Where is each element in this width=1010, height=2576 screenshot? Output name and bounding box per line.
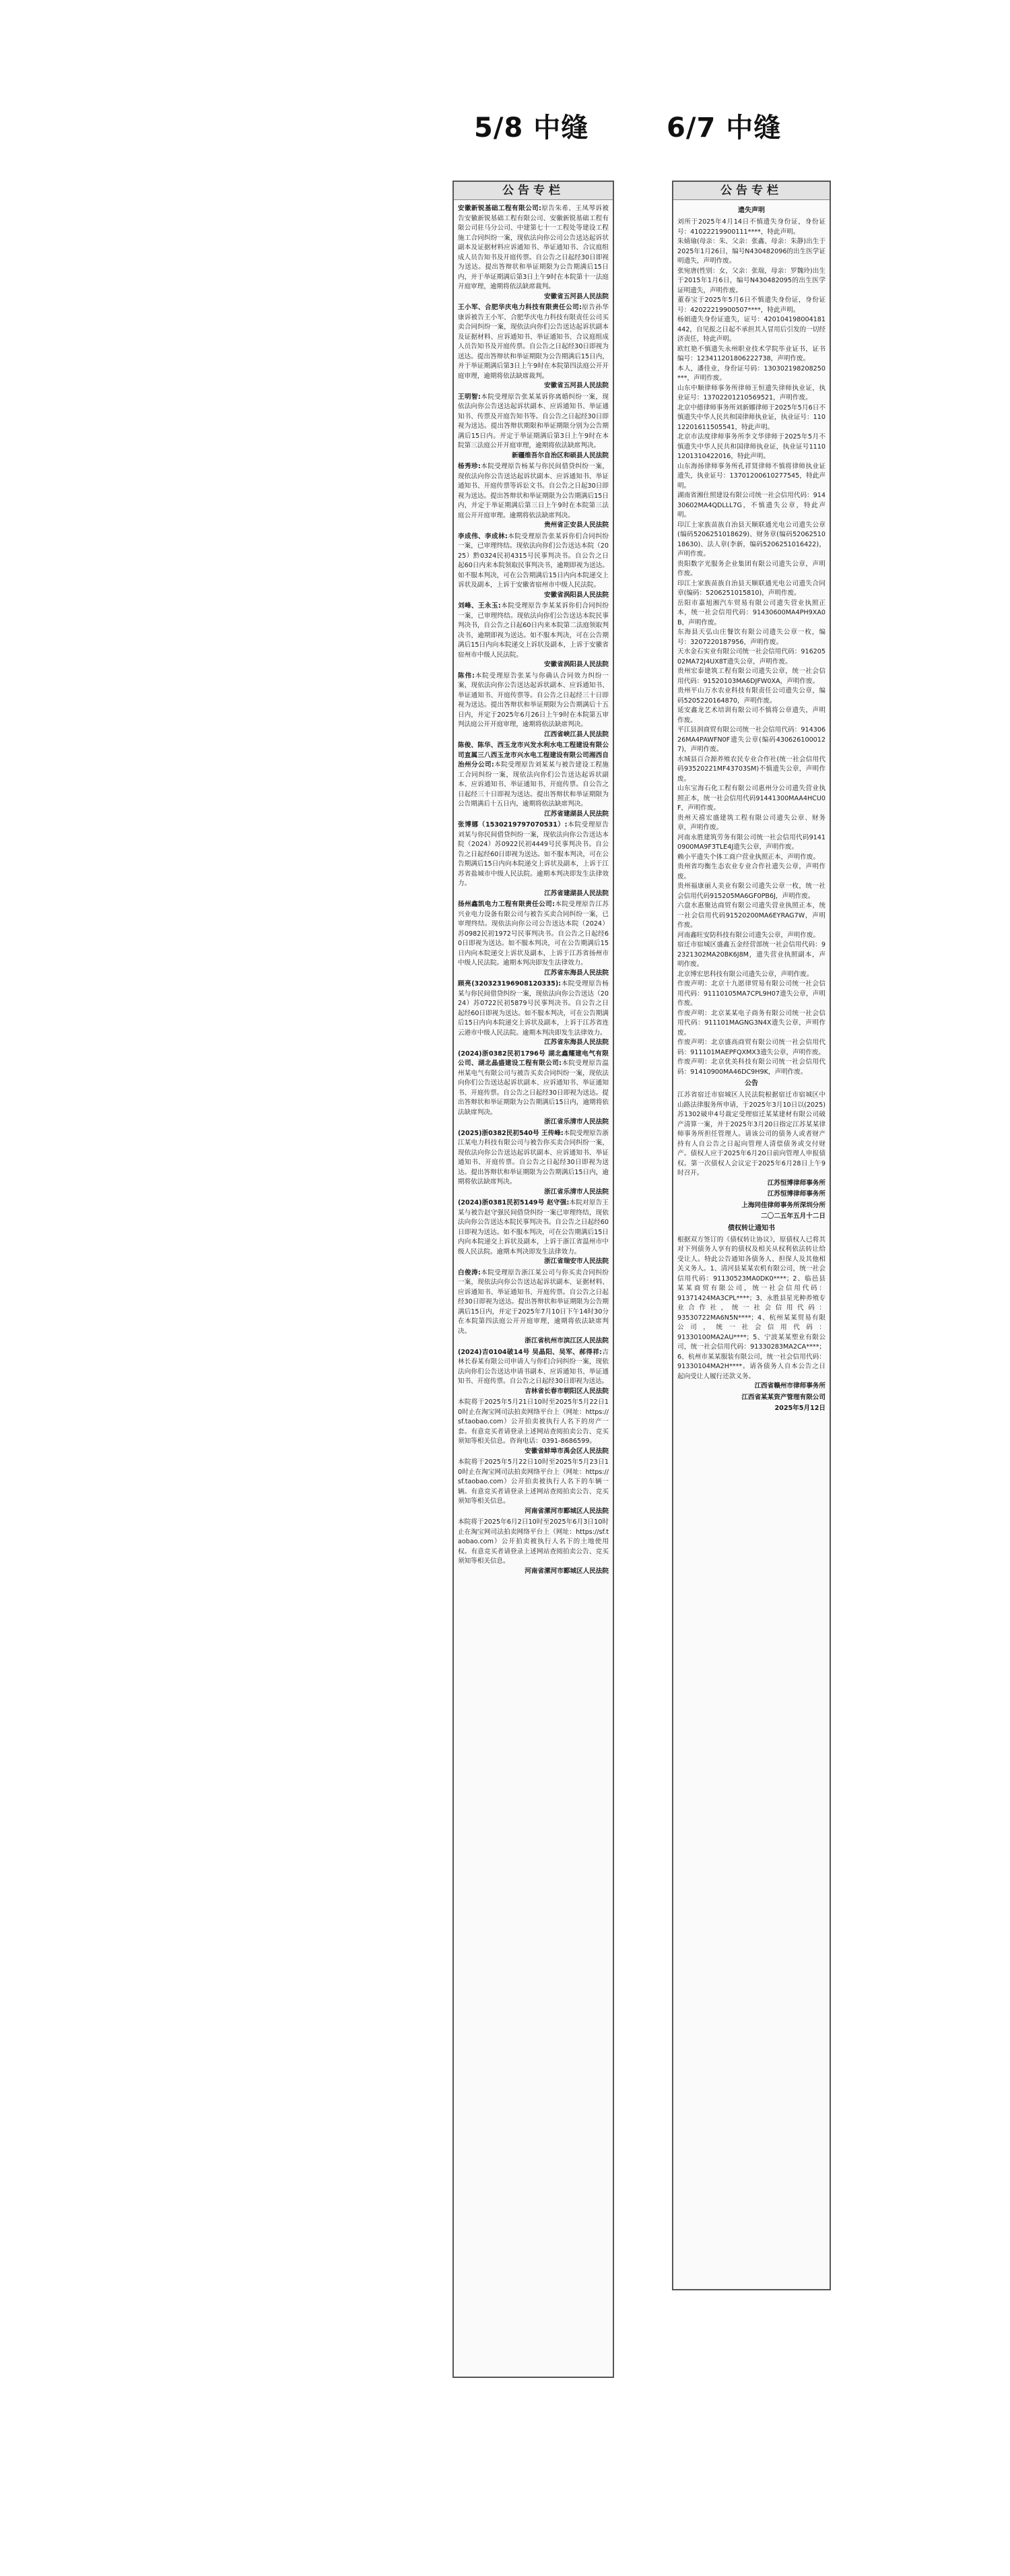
notice-addressee: 扬州鑫凯电力工程有限责任公司: (458, 901, 555, 908)
notice-body: 本院受理原告刘某某与被告建设工程施工合同纠纷一案，现依法向你们公告送达起诉状副本、应诉通知书、举证通知书、开庭传票。自公告之日起经三十日即视为送达。提出答辩状和举证期限为公告期满后十五日内，逾期将依法缺席判决。 (458, 761, 609, 808)
lost-notice-item: 贵州省均衡生态农业专业合作社遗失公章，声明作废。 (677, 863, 826, 880)
court-notice (458, 1268, 609, 1337)
announcement-date: 二〇二五年五月十二日 (761, 1213, 826, 1220)
announcement-signature: 江苏恒博律师事务所 (767, 1190, 826, 1198)
court-notice (458, 1198, 609, 1257)
notice-signature: 吉林省长春市朝阳区人民法院 (525, 1387, 609, 1395)
notice-body: 本院受理原告江苏兴业电力设备有限公司与被告买卖合同纠纷一案，已审理终结。现依法向你公司公告送达本院（2024）苏0982民初1972号民事判决书。自公告之日起经60日即视为送达。如不服本判决，可在公告期满后15日内向本院递交上诉状及副本，上诉于江苏省扬州市中级人民法院。逾期本判决即发生法律效力。 (458, 901, 609, 967)
court-notice (458, 820, 609, 889)
lost-notice-item: 张宛唐(性别：女，父亲：张瑞，母亲：罗魏玲)出生于2015年1月6日，编号N430482095的出生医学证明遗失，声明作废。 (677, 267, 826, 294)
lost-notice-item: 董春宝于2025年5月6日不慎遗失身份证，身份证号：42022219900507****，特此声明。 (677, 296, 826, 314)
notice-body: 本院受理原告浙江某公司与你买卖合同纠纷一案，现依法向你公告送达起诉状副本、证据材料、应诉通知书、举证通知书、开庭传票。自公告之日起经30日即视为送达。提出答辩状和举证期限为公告期满后15日内，并定于2025年7月10日下午14时30分在本院第四法庭公开开庭审理，逾期将依法缺席判决。 (458, 1268, 609, 1335)
lost-notice-item: 朱婧瑜(母亲：朱、父亲：张鑫、母亲：朱静)出生于2025年1月26日，编号N430482096的出生医学证明遗失，声明作废。 (677, 238, 826, 265)
court-notice (458, 602, 609, 660)
notice-body: 吉林长春某有限公司申请人与你们合同纠纷一案，现依法向你们公告送达申请书副本、应诉通知书、举证通知书、开庭传票。自公告之日起经30日即视为送达。 (458, 1348, 609, 1385)
notice-addressee: 陈俊、陈华、西玉龙市兴发水利水电工程建设有限公司直属三八西玉龙市兴水电工程建设有限公司湘西自治州分公司: (458, 742, 609, 769)
lost-notice-item: 贵州天禧宏盛建筑工程有限公司遗失公章、财务章，声明作废。 (677, 814, 826, 831)
notice-signature: 浙江省杭州市滨江区人民法院 (525, 1337, 609, 1345)
notice-body: 本院受理原告李某某诉你们合同纠纷一案，已审理终结。现依法向你们公告送达本院民事判决书，自公告之日起60日内来本院第二法庭领取判决书，逾期即视为送达。如不服本判决，可在公告期满后15日内向本院递交上诉状及副本，上诉于安徽省宿州市中级人民法院。 (458, 602, 609, 659)
court-notice (458, 1050, 609, 1118)
lost-notice-item: 天水金石实业有限公司统一社会信用代码：91620502MA72J4UX8T遗失公章，声明作废。 (677, 648, 826, 666)
lost-notice-item: 贵州宏泰建筑工程有限公司遗失公章，统一社会信用代码：91520103MA6DJFW0XA，声明作废。 (677, 668, 826, 685)
notice-signature: 河南省漯河市郾城区人民法院 (525, 1507, 609, 1515)
court-notice (458, 393, 609, 451)
notice-addressee: (2025)浙0382民初540号 王传峰: (458, 1129, 564, 1137)
column-banner: 公告专栏 (454, 182, 613, 200)
notice-signature: 浙江省瑞安市人民法院 (544, 1258, 609, 1265)
lost-notice-item: 印江土家族苗族自治县天顺联通光电公司遗失公章(编码5206251018629)、财务章(编码5206251018630)、法人章(李新，编码5206251016422)，声明作废。 (677, 521, 826, 558)
lost-notice-item: 北京中德律师事务所刘新娜律师于2025年5月6日不慎遗失中华人民共和国律师执业证，执业证号：11012201611505541，特此声明。 (677, 404, 826, 431)
notice-addressee: 张博娜（1530219797070531）: (458, 821, 568, 829)
lost-notice-item: 山东中顺律师事务所律师王恒遗失律师执业证，执业证号：13702201210569521，声明作废。 (677, 384, 826, 401)
notice-signature: 浙江省乐清市人民法院 (544, 1188, 609, 1196)
notice-addressee: 刘峰、王永玉: (458, 602, 501, 610)
lost-notice-item: 欧红艳不慎遗失永州职业技术学院毕业证书，证书编号：123411201806222738，声明作废。 (677, 345, 826, 362)
court-notice (458, 1518, 609, 1567)
transfer-signature: 江西省赣州市律师事务所 (754, 1382, 826, 1390)
page-heading-left: 5/8 中缝 (474, 112, 589, 143)
lost-notice-item: 作废声明：北京盛高商贸有限公司统一社会信用代码：911101MAEPFQXMX3遗失公章，声明作废。 (677, 1039, 826, 1056)
lost-notice-item: 作废声明：北京十九愿律贸易有限公司统一社会信用代码：91110105MA7CPL9H07遗失公章，声明作废。 (677, 980, 826, 1007)
notice-body: 本院将于2025年5月21日10时至2025年5月22日10时止在淘宝网司法拍卖网络平台上（网址：https://sf.taobao.com）公开拍卖被执行人名下的房产一套。有意竞买者请登录上述网站查阅拍卖公告、竞买须知等相关信息。咨询电话：0391-8686599。 (458, 1398, 609, 1445)
notice-signature: 江苏省东海县人民法院 (544, 1039, 609, 1046)
notice-addressee: 安徽新锐基础工程有限公司: (458, 205, 541, 212)
notice-signature: 江西省峡江县人民法院 (544, 730, 609, 738)
notice-body: 本院受理原告杨某与你民间借贷纠纷一案，现依法向你公告送达（2024）苏0722民初5879号民事判决书。自公告之日起经60日即视为送达。如不服本判决，可在公告期满后15日内向本院递交上诉状及副本，上诉于江苏省连云港市中级人民法院。逾期本判决即发生法律效力。 (458, 980, 609, 1037)
lost-notice-item: 六盘水惠聚达商贸有限公司遗失营业执照正本，统一社会信用代码91520200MA6EYRAG7W，声明作废。 (677, 902, 826, 929)
notice-column-left (452, 181, 614, 2378)
transfer-signature: 江西省某某资产管理有限公司 (741, 1393, 826, 1401)
notice-body: 本院将于2025年6月2日10时至2025年6月3日10时止在淘宝网司法拍卖网络平台上（网址：https://sf.taobao.com）公开拍卖被执行人名下的土地使用权。有意竞买者请登录上述网站查阅拍卖公告、竞买须知等相关信息。 (458, 1518, 609, 1565)
page-heading-right: 6/7 中缝 (667, 112, 782, 143)
notice-body: 本院将于2025年5月22日10时至2025年5月23日10时止在淘宝网司法拍卖网络平台上（网址：https://sf.taobao.com）公开拍卖被执行人名下的车辆一辆。有意竞买者请登录上述网站查阅拍卖公告、竞买须知等相关信息。 (458, 1458, 609, 1505)
announcement-signature: 上海同佳律师事务所深圳分所 (741, 1201, 826, 1209)
court-notice (458, 900, 609, 969)
lost-notice-item: 河南鑫旺安防科技有限公司遗失公章，声明作废。 (677, 931, 820, 939)
section-title-lost: 遗失声明 (738, 207, 765, 214)
notice-signature: 江苏省东海县人民法院 (544, 969, 609, 977)
notice-body: 本院受理原告张某与你确认合同效力纠纷一案，现依法向你公告送达起诉状副本、应诉通知书、举证通知书、开庭传票等。自公告之日起经三十日即视为送达。提出答辩状和举证期限为公告期满后十五日内，并定于2025年6月26日上午9时在本院第五审判法庭公开开庭审理，逾期将依法缺席判决。 (458, 672, 609, 728)
lost-notice-item: 东海县天弘山庄餐饮有限公司遗失公章一枚，编号：3207220187956，声明作废。 (677, 629, 826, 646)
notice-body: 本院受理原告温州某电气有限公司与被告买卖合同纠纷一案，现依法向你们公告送达起诉状副本、应诉通知书、举证通知书、开庭传票。自公告之日起经30日即视为送达。提出答辩状和举证期限为公告期满后15日内，逾期将依法缺席判决。 (458, 1060, 609, 1116)
section-title-transfer: 债权转让通知书 (728, 1224, 775, 1232)
court-notice (458, 204, 609, 292)
column-banner: 公告专栏 (673, 182, 830, 200)
notice-addressee: 李成伟、李成林: (458, 532, 508, 540)
court-notice (458, 1348, 609, 1387)
court-notice (458, 741, 609, 810)
notice-body: 原告朱希、王凤琴诉被告安徽新锐基础工程有限公司、安徽新锐基础工程有限公司驻马分公司、中建第七十一工程处等建设工程施工合同纠纷一案，现依法向你公司公告送达起诉状副本及证据材料应诉通知书、举证通知书、合议庭组成人员告知书及开庭传票。自公告之日起经30日即视为送达。提出答辩状和举证期限为公告期满后15日内，并于举证期满后第3日上午9时在本院第十一法庭开庭审理，逾期将依法缺席裁判。 (458, 205, 609, 290)
court-notice (458, 532, 609, 591)
lost-notice-list (677, 218, 826, 1077)
notice-signature: 河南省漯河市郾城区人民法院 (525, 1567, 609, 1575)
lost-notice-item: 山东海扬律师事务所孔祥贤律师不慎将律师执业证遗失，执业证号：13701200610277545，特此声明。 (677, 462, 826, 490)
lost-notice-item: 印江土家族苗族自治县天顺联通光电公司遗失合同章(编码：5206251015810)，声明作废。 (677, 579, 826, 597)
transfer-date: 2025年5月12日 (774, 1405, 826, 1412)
notice-addressee: 王小军、合肥华庆电力科技有限责任公司: (458, 304, 582, 311)
lost-notice-item: 本人，潘佳业，身份证号码：130302198208250***，声明作废。 (677, 364, 826, 382)
court-notice (458, 1129, 609, 1188)
notice-signature: 安徽省五河县人民法院 (544, 382, 609, 389)
lost-notice-item: 山东宝海石化工程有限公司惠州分公司遗失营业执照正本，统一社会信用代码91441300MAA4HCU0F，声明作废。 (677, 785, 826, 812)
lost-notice-item: 延安鑫龙艺术培训有限公司不慎将公章遗失，声明作废。 (677, 707, 826, 724)
notice-addressee: 陈伟: (458, 672, 475, 680)
notice-body: 本院受理原告张某某诉你离婚纠纷一案，现依法向你公告送达起诉状副本、应诉通知书、举证通知书、传票及开庭告知书等。自公告之日起经30日即视为送达。提出答辩状期限和举证期限分别为公告期满后15日内。并定于举证期满后第3日上午9时在本院第三法庭公开开庭审理，逾期将依法缺席判决。 (458, 393, 609, 449)
court-notice (458, 1458, 609, 1507)
lost-notice-item: 北京博宏思科技有限公司遗失公章，声明作废。 (677, 970, 813, 978)
lost-notice-item: 贵州福康丽人美业有限公司遗失公章一枚，统一社会信用代码915205MA6GF0PB6J，声明作废。 (677, 882, 826, 900)
column-body (454, 200, 613, 1580)
notice-body: 本院对原告王某与被告赵守强民间借贷纠纷一案已审理终结，现依法向你公告送达本院民事判决书。自公告之日起经60日即视为送达。如不服本判决，可在公告期满后15日内向本院递交上诉状及副本，上诉于浙江省温州市中级人民法院。逾期本判决即发生法律效力。 (458, 1199, 609, 1256)
lost-notice-item: 杨娟遗失身份证遗失，证号：420104198004181442，自见报之日起不承担其人冒用后引发的一切经济责任，特此声明。 (677, 316, 826, 343)
notice-signature: 贵州省正安县人民法院 (544, 521, 609, 529)
notice-column-right (672, 181, 831, 2290)
lost-notice-item: 水城县百合源养殖农民专业合作社(统一社会信用代码93520221MF43703SM)不慎遗失公章，声明作废。 (677, 755, 826, 783)
lost-notice-item: 作废声明：北京某某电子商务有限公司统一社会信用代码：911101MAGNG3N4X遗失公章，声明作废。 (677, 1009, 826, 1037)
announcement-signature: 江苏恒博律师事务所 (767, 1179, 826, 1187)
notice-signature: 江苏省建湖县人民法院 (544, 810, 609, 818)
notice-body: 本院受理原告张某诉你们合同纠纷一案，已审理终结。现依法向你们公告送达本院（2025）黔0324民初4315号民事判决书。自公告之日起60日内来本院领取民事判决书，逾期即视为送达。如不服本判决，可在公告期满后15日内向本院递交上诉状及副本，上诉于安徽省宿州市中级人民法院。 (458, 532, 609, 589)
notice-addressee: 顾亮(320323196908120335): (458, 980, 562, 988)
notice-signature: 安徽省五河县人民法院 (544, 292, 609, 300)
column-body (673, 200, 830, 1418)
lost-notice-item: 平江县润商贸有限公司统一社会信用代码：91430626MA4PAWFN0F遗失公章(编码4306261000127)，声明作废。 (677, 726, 826, 753)
notice-signature: 江苏省建湖县人民法院 (544, 889, 609, 897)
section-title-announcement: 公告 (745, 1080, 758, 1087)
announcement-text: 江苏省宿迁市宿城区人民法院根据宿迁市宿城区中山路法律服务所申请，于2025年3月10日以(2025)苏1302破申4号裁定受理宿迁某某建材有限公司破产清算一案，并于2025年3月20日指定江苏某某律师事务所担任管理人。请该公司的债务人或者财产持有人自公告之日起向管理人清偿债务或交付财产。债权人应于2025年6月20日前向管理人申报债权。第一次债权人会议定于2025年6月28日上午9时召开。 (677, 1091, 826, 1177)
lost-notice-item: 北京市法度律师事务所李文华律师于2025年5月不慎遗失中华人民共和国律师执业证，执业证号11101201310422016，特此声明。 (677, 433, 826, 460)
notice-addressee: (2024)浙0381民初5149号 赵守强: (458, 1199, 570, 1206)
notice-signature: 安徽省蚌埠市禹会区人民法院 (525, 1447, 609, 1455)
lost-notice-item: 河南永胜建筑劳务有限公司统一社会信用代码91410900MA9F3TLE4J遗失公章，声明作废。 (677, 833, 826, 851)
court-notice (458, 462, 609, 521)
lost-notice-item: 宿迁市宿城区盛鑫五金经营部统一社会信用代码：92321302MA20BK6J8M，遗失营业执照副本，声明作废。 (677, 941, 826, 968)
court-notice (458, 672, 609, 730)
notice-signature: 安徽省涡阳县人民法院 (544, 661, 609, 668)
lost-notice-item: 贵州平山万水农业科技有限责任公司遗失公章，编码5205220164870，声明作废。 (677, 687, 826, 705)
notice-body: 原告孙华康诉被告王小军、合肥华庆电力科技有限责任公司买卖合同纠纷一案，现依法向你们公告送达起诉状副本及证据材料、应诉通知书、举证通知书、合议庭组成人员告知书及开庭传票。自公告之日起经30日即视为送达。提出答辩状和举证期限为公告期满后15日内，并于举证期满后第3日上午9时在本院第四法庭公开开庭审理，逾期将依法缺席裁判。 (458, 304, 609, 380)
transfer-text: 根据双方签订的《债权转让协议》，原债权人已将其对下列债务人享有的债权及相关从权利依法转让给受让人。特此公告通知各债务人、担保人及其他相关义务人。1、清河县某某农机有限公司，统一社会信用代码：91130523MA0DK0****；2、临邑县某某商贸有限公司，统一社会信用代码：91371424MA3CPL****；3、永胜县星光种养殖专业合作社，统一社会信用代码：93530722MA6N5N****；4、杭州某某贸易有限公司，统一社会信用代码：91330100MA2AU****；5、宁波某某塑业有限公司，统一社会信用代码：91330283MA2CA****；6、杭州市某某服装有限公司，统一社会信用代码：91330104MA2H****。请各债务人自本公告之日起向受让人履行还款义务。 (677, 1235, 826, 1380)
lost-notice-item: 岳阳市嘉旭湘汽车贸易有限公司遗失营业执照正本，统一社会信用代码：91430600MA4PH9XA0B，声明作废。 (677, 599, 826, 626)
lost-notice-item: 赖小平遗失个体工商户营业执照正本，声明作废。 (677, 853, 820, 861)
notice-signature: 新疆维吾尔自治区和硕县人民法院 (512, 451, 609, 459)
court-notice (458, 979, 609, 1038)
notice-body: 本院受理原告浙江某电力科技有限公司与被告你买卖合同纠纷一案，现依法向你公告送达起诉状副本、应诉通知书、举证通知书、开庭传票。自公告之日起经30日即视为送达。提出答辩状和举证期限为公告期满后15日内，逾期将依法缺席判决。 (458, 1129, 609, 1186)
lost-notice-item: 刘所于2025年4月14日不慎遗失身份证，身份证号：41022219900111****，特此声明。 (677, 218, 826, 236)
notice-body: 本院受理原告刘某与你民间借贷纠纷一案，现依法向你公告送达本院（2024）苏0922民初4449号民事判决书。自公告之日起经60日即视为送达。如不服本判决，可在公告期满后15日内向本院递交上诉状及副本，上诉于江苏省盐城市中级人民法院。逾期本判决即发生法律效力。 (458, 821, 609, 887)
notice-addressee: 杨秀珍: (458, 463, 481, 470)
notice-addressee: 白俊涛: (458, 1268, 481, 1277)
lost-notice-item: 作废声明：北京优美科技有限公司统一社会信用代码：91410900MA46DC9H9K，声明作废。 (677, 1058, 826, 1076)
notice-addressee: (2024)浙0382民初1796号 湖北鑫耀建电气有限公司、湖北晶盛建设工程有限公司: (458, 1050, 609, 1067)
notice-addressee: 王明智: (458, 393, 481, 401)
lost-notice-item: 湖南省湘仕照建设有限公司统一社会信用代码：91430602MA4QDLLL7G，不慎遗失公章，特此声明。 (677, 492, 826, 519)
lost-notice-item: 贵阳数字光服务企业集团有限公司遗失公章，声明作废。 (677, 560, 826, 577)
court-notice (458, 303, 609, 381)
notice-signature: 安徽省涡阳县人民法院 (544, 591, 609, 599)
court-notice (458, 1398, 609, 1447)
notice-signature: 浙江省乐清市人民法院 (544, 1118, 609, 1126)
notice-body: 本院受理原告杨某与你民间借贷纠纷一案，现依法向你公告送达起诉状副本、应诉通知书、举证通知书、开庭传票等诉讼文书。自公告之日起30日即视为送达。提出答辩状和举证期限为公告期满后15日内，并定于举证期满后第三日上午9时在本院第三法庭公开开庭审理。逾期将依法缺席判决。 (458, 463, 609, 519)
notice-addressee: (2024)吉0104破14号 吴晶阳、吴军、郝得祥: (458, 1348, 603, 1356)
